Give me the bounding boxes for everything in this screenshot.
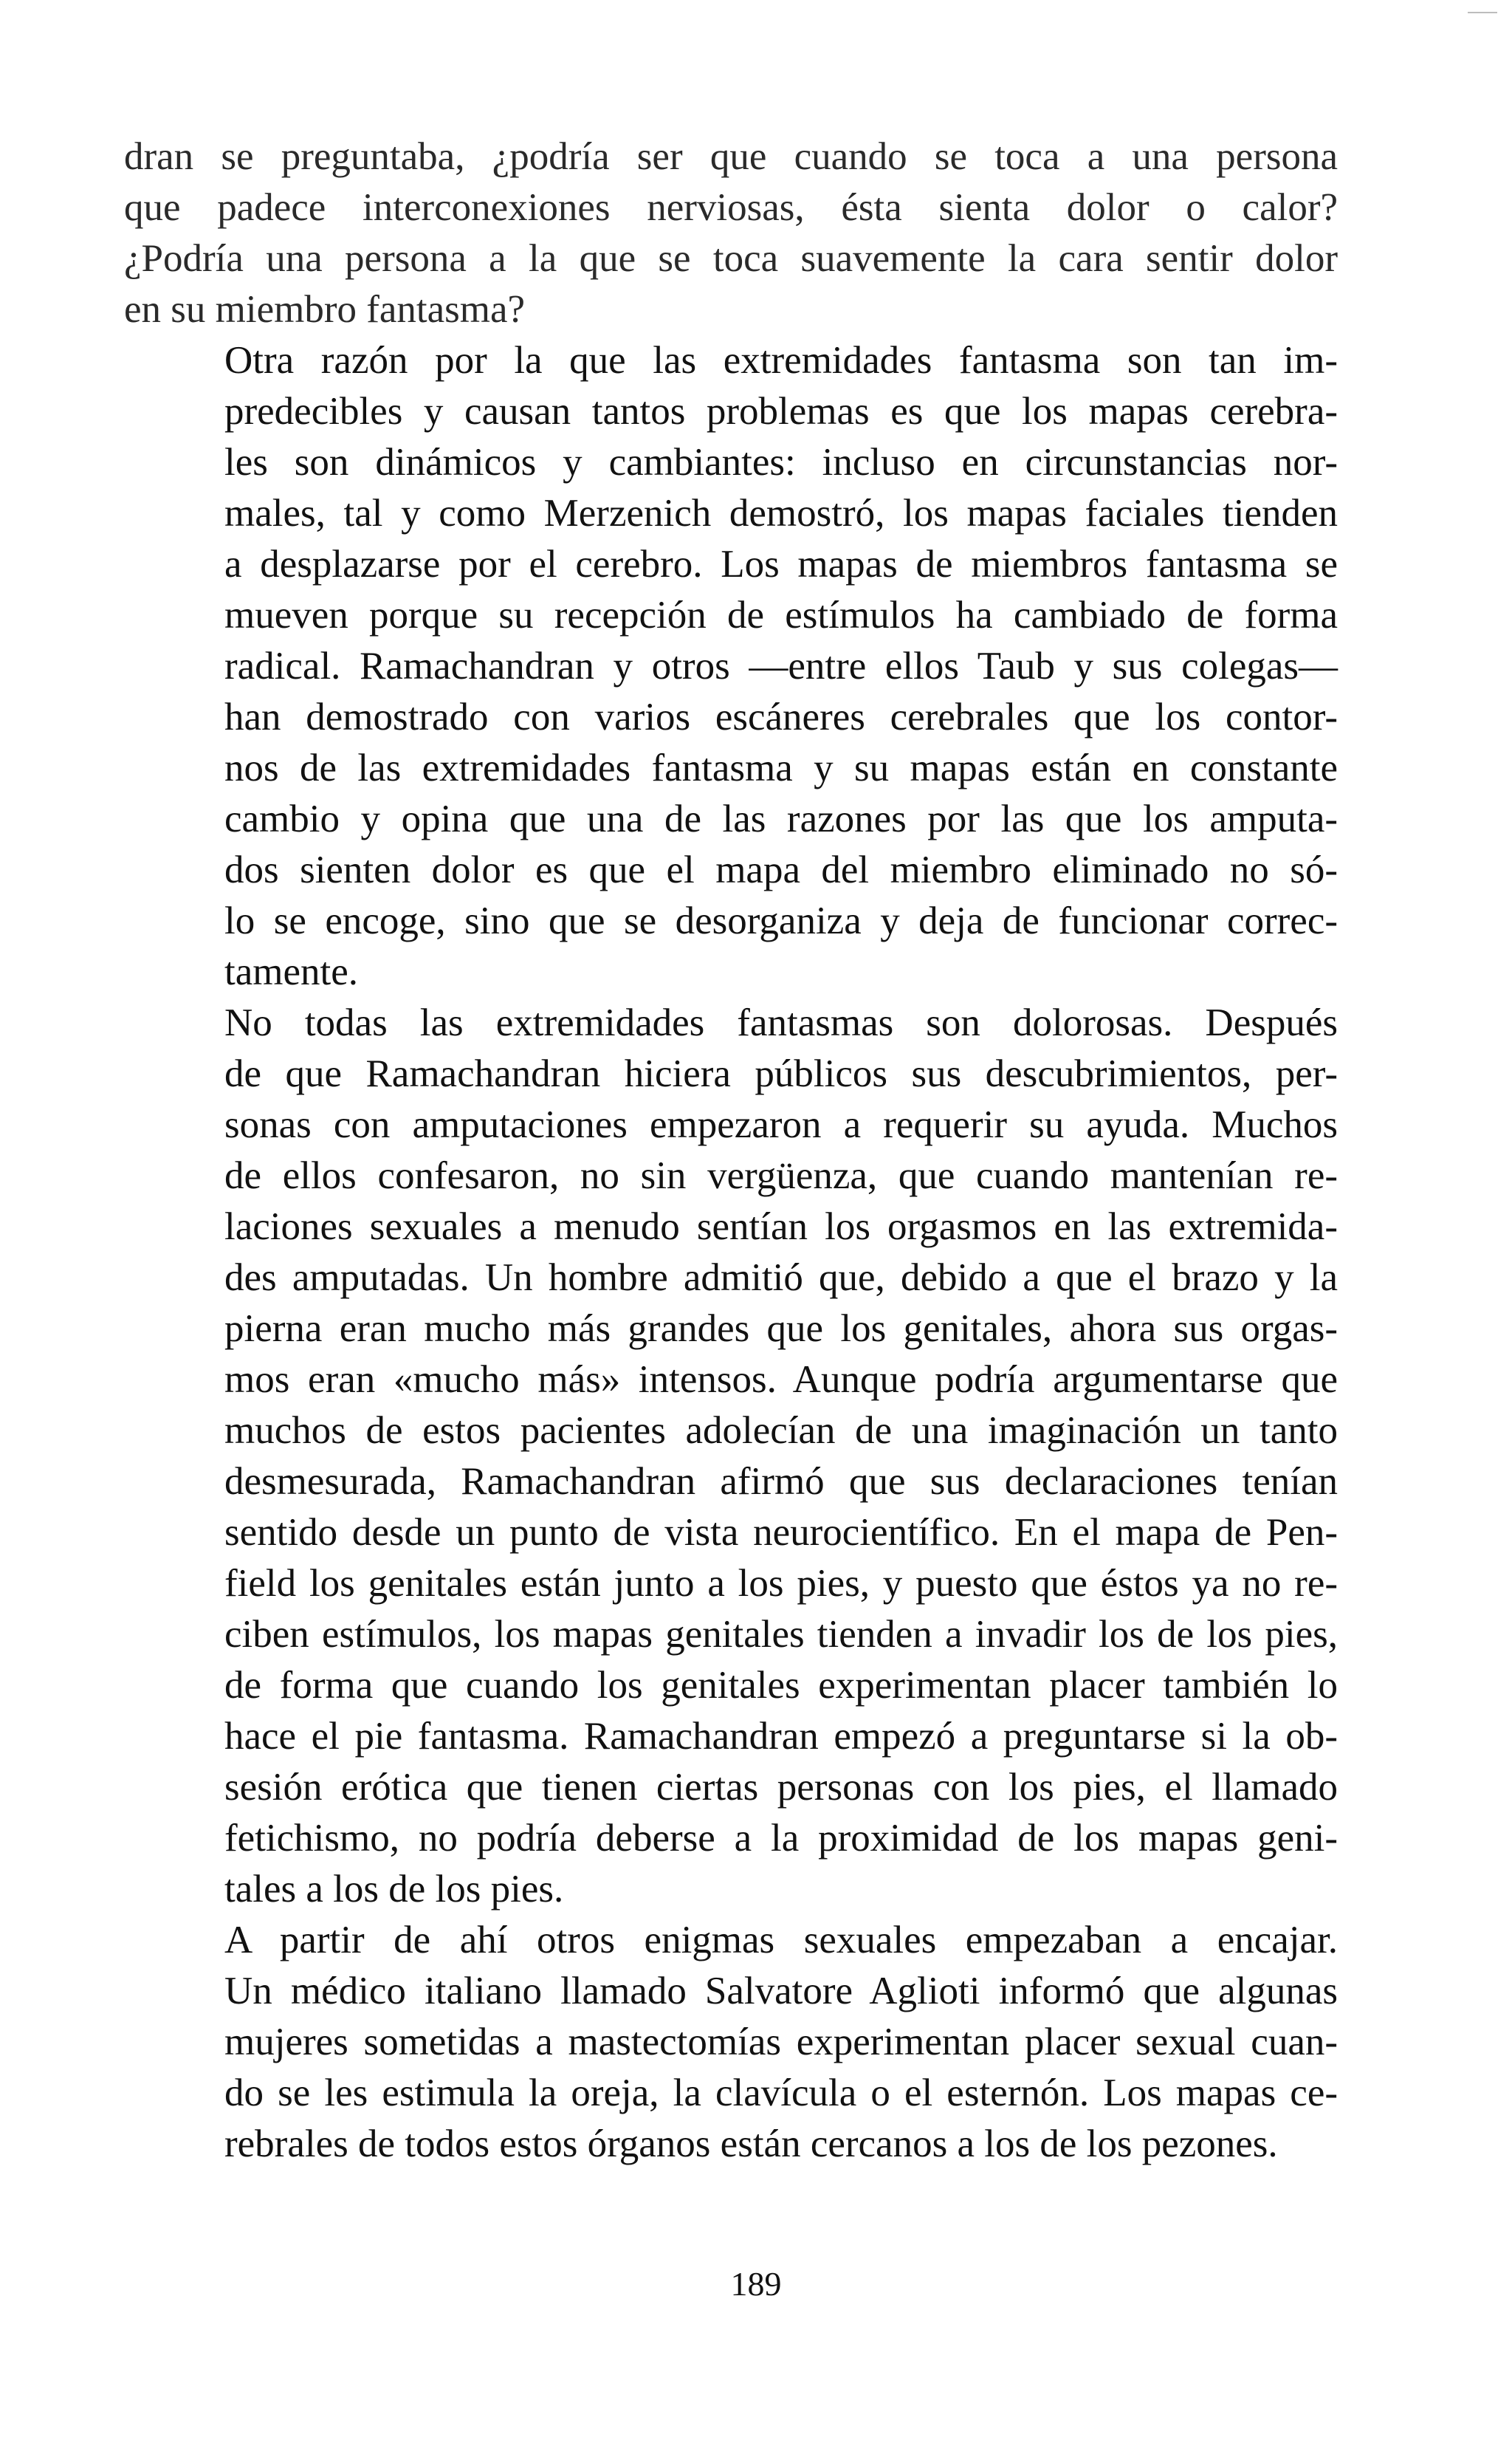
paragraph	[124, 998, 1338, 1915]
text-line: nos de las extremidades fantasma y su mapas están en constante	[224, 747, 1338, 789]
text-line: han demostrado con varios escáneres cerebrales que los contor-	[224, 696, 1338, 739]
text-line: males, tal y como Merzenich demostró, los mapas faciales tienden	[224, 492, 1338, 535]
text-line: Otra razón por la que las extremidades fantasma son tan im-	[224, 339, 1338, 382]
text-line: ¿Podría una persona a la que se toca suavemente la cara sentir dolor	[124, 237, 1338, 280]
text-line: de forma que cuando los genitales experimentan placer también lo	[224, 1664, 1338, 1707]
text-line: desmesurada, Ramachandran afirmó que sus declaraciones tenían	[224, 1460, 1338, 1503]
text-line: des amputadas. Un hombre admitió que, debido a que el brazo y la	[224, 1256, 1338, 1299]
text-line: fetichismo, no podría deberse a la proximidad de los mapas geni-	[224, 1817, 1338, 1860]
text-line: sesión erótica que tienen ciertas personas con los pies, el llamado	[224, 1766, 1338, 1809]
text-line: hace el pie fantasma. Ramachandran empezó a preguntarse si la ob-	[224, 1715, 1338, 1758]
text-line: de que Ramachandran hiciera públicos sus descubrimientos, per-	[224, 1052, 1338, 1095]
text-line: A partir de ahí otros enigmas sexuales empezaban a encajar.	[224, 1919, 1338, 1961]
paragraph	[124, 335, 1338, 998]
text-line: do se les estimula la oreja, la clavícula o el esternón. Los mapas ce-	[224, 2072, 1338, 2114]
paragraph	[124, 131, 1338, 335]
text-line: No todas las extremidades fantasmas son dolorosas. Después	[224, 1001, 1338, 1044]
text-line: tales a los de los pies.	[224, 1868, 564, 1911]
text-line: sentido desde un punto de vista neurocientífico. En el mapa de Pen-	[224, 1511, 1338, 1554]
text-line: Un médico italiano llamado Salvatore Aglioti informó que algunas	[224, 1970, 1338, 2012]
text-line: field los genitales están junto a los pies, y puesto que éstos ya no re-	[224, 1562, 1338, 1605]
paragraph	[124, 1915, 1338, 2170]
text-line: dran se preguntaba, ¿podría ser que cuando se toca a una persona	[124, 135, 1338, 178]
text-line: radical. Ramachandran y otros —entre ellos Taub y sus colegas—	[224, 645, 1338, 688]
text-line: de ellos confesaron, no sin vergüenza, que cuando mantenían re-	[224, 1154, 1338, 1197]
text-line: predecibles y causan tantos problemas es que los mapas cerebra-	[224, 390, 1338, 433]
text-line: mueven porque su recepción de estímulos ha cambiado de forma	[224, 594, 1338, 637]
text-line: mujeres sometidas a mastectomías experimentan placer sexual cuan-	[224, 2021, 1338, 2063]
text-line: pierna eran mucho más grandes que los genitales, ahora sus orgas-	[224, 1307, 1338, 1350]
body-text	[124, 131, 1338, 2170]
text-line: mos eran «mucho más» intensos. Aunque podría argumentarse que	[224, 1358, 1338, 1401]
text-line: tamente.	[224, 950, 358, 993]
scan-edge-mark	[1468, 12, 1497, 13]
text-line: rebrales de todos estos órganos están cercanos a los de los pezones.	[224, 2122, 1278, 2165]
text-line: lo se encoge, sino que se desorganiza y deja de funcionar correc-	[224, 899, 1338, 942]
text-line: muchos de estos pacientes adolecían de una imaginación un tanto	[224, 1409, 1338, 1452]
text-line: a desplazarse por el cerebro. Los mapas de miembros fantasma se	[224, 543, 1338, 586]
text-line: dos sienten dolor es que el mapa del miembro eliminado no só-	[224, 849, 1338, 891]
text-line: ciben estímulos, los mapas genitales tienden a invadir los de los pies,	[224, 1613, 1338, 1656]
text-line: les son dinámicos y cambiantes: incluso en circunstancias nor-	[224, 441, 1338, 484]
text-line: en su miembro fantasma?	[124, 288, 526, 331]
text-line: cambio y opina que una de las razones por las que los amputa-	[224, 798, 1338, 840]
text-line: laciones sexuales a menudo sentían los orgasmos en las extremida-	[224, 1205, 1338, 1248]
text-line: sonas con amputaciones empezaron a requerir su ayuda. Muchos	[224, 1103, 1338, 1146]
page-number: 189	[730, 2265, 782, 2303]
text-line: que padece interconexiones nerviosas, ésta sienta dolor o calor?	[124, 186, 1338, 229]
